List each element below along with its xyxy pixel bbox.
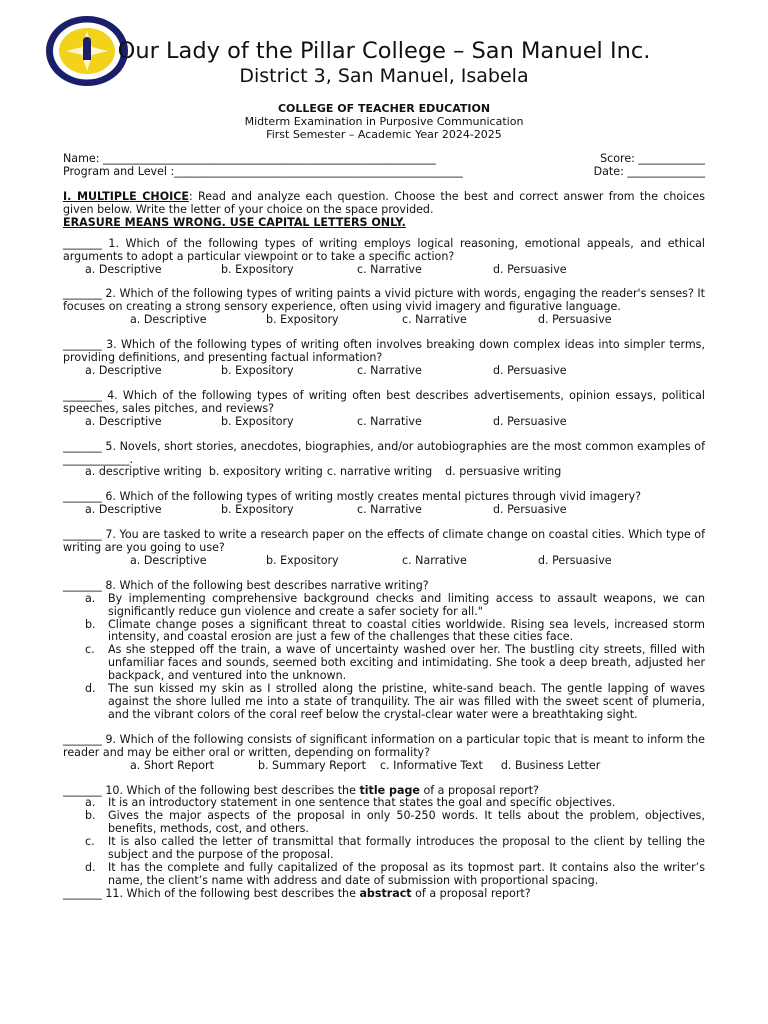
choices — [85, 264, 705, 277]
question-text: _______ 8. Which of the following best describes narrative writing? — [63, 578, 429, 592]
emphasis-text: title page — [359, 783, 420, 797]
option-text: Climate change poses a significant threat to coastal cities worldwide. Rising sea levels, increased storm intensity, and coastal erosion are just a few of the challenges that these cities face. — [108, 617, 705, 644]
choice-c: c. Narrative — [357, 503, 422, 517]
choice-d: d. Persuasive — [538, 553, 612, 567]
option-letter: c. — [85, 835, 95, 849]
option-text: It is an introductory statement in one sentence that states the goal and specific objectives. — [108, 796, 616, 810]
question-text: _______ 7. You are tasked to write a research paper on the effects of climate change on coastal cities. Which type of writing are you going to use? — [63, 528, 705, 555]
instructions-text: : Read and analyze each question. Choose the best and correct answer from the choices given below. Write the letter of your choice on the space provided. — [63, 190, 705, 216]
choice-c: c. Narrative — [357, 414, 422, 428]
question-1 — [63, 238, 705, 277]
question-text: _______ 3. Which of the following types of writing often involves breaking down complex ideas into simpler terms, providing definitions, and presenting factual information? — [63, 338, 705, 365]
choices — [130, 760, 705, 773]
choice-d: d. Persuasive — [538, 313, 612, 327]
question-text: _______ 5. Novels, short stories, anecdotes, biographies, and/or autobiographies are the most common examples of ____________. — [63, 439, 705, 466]
choice-b: b. expository writing — [208, 465, 323, 479]
choice-c: c. Narrative — [402, 313, 467, 327]
choice-c: c. Narrative — [357, 262, 422, 276]
choice-b: b. Expository — [221, 363, 294, 377]
school-name: Our Lady of the Pillar College – San Manuel Inc. — [117, 38, 651, 64]
choices — [85, 504, 705, 517]
question-11 — [63, 888, 705, 901]
warning-text: ERASURE MEANS WRONG. USE CAPITAL LETTERS ONLY. — [63, 215, 406, 229]
option-letter: c. — [85, 643, 95, 657]
choices — [85, 365, 705, 378]
question-10 — [63, 785, 705, 888]
choice-c: c. Narrative — [357, 363, 422, 377]
instructions — [63, 191, 705, 217]
question-text: _______ 6. Which of the following types of writing mostly creates mental pictures through vivid imagery? — [63, 490, 642, 504]
student-info — [63, 153, 705, 179]
option-a — [63, 593, 705, 619]
option-letter: d. — [85, 860, 96, 874]
choice-d: d. Business Letter — [500, 758, 601, 772]
question-2 — [63, 288, 705, 327]
exam-title: Midterm Examination in Purposive Communication — [244, 115, 524, 128]
choice-a: a. Short Report — [130, 758, 214, 772]
question-text: _______ 1. Which of the following types of writing employs logical reasoning, emotional appeals, and ethical arguments to adopt a particular viewpoint or to take a specific action? — [63, 236, 705, 263]
choice-b: b. Expository — [221, 414, 294, 428]
choice-d: d. Persuasive — [493, 363, 567, 377]
section-heading: I. MULTIPLE CHOICE — [63, 190, 189, 203]
choices — [130, 314, 705, 327]
choice-d: d. Persuasive — [493, 414, 567, 428]
choice-b: b. Expository — [266, 313, 339, 327]
option-d — [63, 862, 705, 888]
choice-a: a. Descriptive — [130, 313, 207, 327]
emphasis-text: abstract — [359, 886, 412, 900]
choice-b: b. Expository — [221, 503, 294, 517]
choices — [130, 555, 705, 568]
choice-a: a. Descriptive — [85, 414, 162, 428]
choice-a: a. Descriptive — [85, 503, 162, 517]
choice-a: a. Descriptive — [85, 363, 162, 377]
choice-a: a. descriptive writing — [85, 465, 202, 479]
option-letter: a. — [85, 591, 96, 605]
exam-body — [63, 151, 705, 913]
option-letter: a. — [85, 796, 96, 810]
choice-b: b. Expository — [221, 262, 294, 276]
question-8 — [63, 580, 705, 722]
choice-d: d. Persuasive — [493, 503, 567, 517]
choice-c: c. Informative Text — [379, 758, 483, 772]
options-list — [63, 797, 705, 887]
question-4 — [63, 390, 705, 429]
question-text: _______ 9. Which of the following consists of significant information on a particular topic that is meant to inform the reader and may be either oral or written, depending on formality? — [63, 732, 705, 759]
department-title: COLLEGE OF TEACHER EDUCATION — [277, 102, 491, 115]
question-text: _______ 10. Which of the following best describes the title page of a proposal report? — [63, 783, 539, 797]
choice-d: d. persuasive writing — [445, 465, 562, 479]
choice-b: b. Summary Report — [257, 758, 366, 772]
question-7 — [63, 529, 705, 568]
choice-d: d. Persuasive — [493, 262, 567, 276]
choice-c: c. Narrative — [402, 553, 467, 567]
option-letter: b. — [85, 617, 96, 631]
question-6 — [63, 491, 705, 517]
option-text: It has the complete and fully capitalized of the proposal as its topmost part. It contains also the writer’s name, the client’s name with address and date of submission with proportional spacing. — [108, 860, 705, 887]
date-field[interactable]: Date: ______________ — [593, 165, 705, 178]
question-text: _______ 4. Which of the following types of writing often best describes advertisements, opinion essays, political speeches, sales pitches, and reviews? — [63, 388, 705, 415]
choices — [85, 416, 705, 429]
option-letter: d. — [85, 682, 96, 696]
choice-c: c. narrative writing — [326, 465, 433, 479]
option-text: By implementing comprehensive background checks and limiting access to assault weapons, we can significantly reduce gun violence and create a safer society for all." — [108, 591, 705, 618]
option-d — [63, 683, 705, 722]
question-5 — [63, 441, 705, 480]
score-field[interactable]: Score: ____________ — [600, 152, 705, 165]
option-letter: b. — [85, 809, 96, 823]
choices — [85, 466, 705, 479]
question-text: _______ 11. Which of the following best describes the abstract of a proposal report? — [63, 886, 531, 900]
option-text: It is also called the letter of transmittal that formally introduces the proposal to the client by telling the subject and the purpose of the proposal. — [108, 835, 705, 862]
option-c — [63, 836, 705, 862]
choice-a: a. Descriptive — [85, 262, 162, 276]
question-text: _______ 2. Which of the following types of writing paints a vivid picture with words, engaging the reader's senses? It focuses on creating a strong sensory experience, often using vivid imagery and figurative language. — [63, 287, 705, 314]
option-text: The sun kissed my skin as I strolled along the pristine, white-sand beach. The gentle lapping of waves against the shore lulled me into a state of tranquility. The air was filled with the sweet scent of plumeria, and the vibrant colors of the coral reef below the crystal-clear water were a breathtaking sight. — [108, 682, 705, 721]
name-field[interactable]: Name: ____________________________________________________________ — [63, 152, 436, 165]
semester-title: First Semester – Academic Year 2024-2025 — [266, 128, 502, 141]
option-b — [63, 810, 705, 836]
option-text: As she stepped off the train, a wave of uncertainty washed over her. The bustling city streets, filled with unfamiliar faces and sounds, seemed both exciting and intimidating. She took a deep breath, adjusted her backpack, and ventured into the unknown. — [108, 643, 705, 683]
option-c — [63, 644, 705, 683]
program-level-field[interactable]: Program and Level :____________________________________________________ — [63, 165, 463, 178]
choice-a: a. Descriptive — [130, 553, 207, 567]
option-b — [63, 619, 705, 645]
option-text: Gives the major aspects of the proposal in only 50-250 words. It tells about the problem, objectives, benefits, methods, cost, and others. — [108, 809, 705, 836]
question-3 — [63, 339, 705, 378]
school-address: District 3, San Manuel, Isabela — [239, 65, 529, 87]
options-list — [63, 593, 705, 722]
choice-b: b. Expository — [266, 553, 339, 567]
question-9 — [63, 734, 705, 773]
